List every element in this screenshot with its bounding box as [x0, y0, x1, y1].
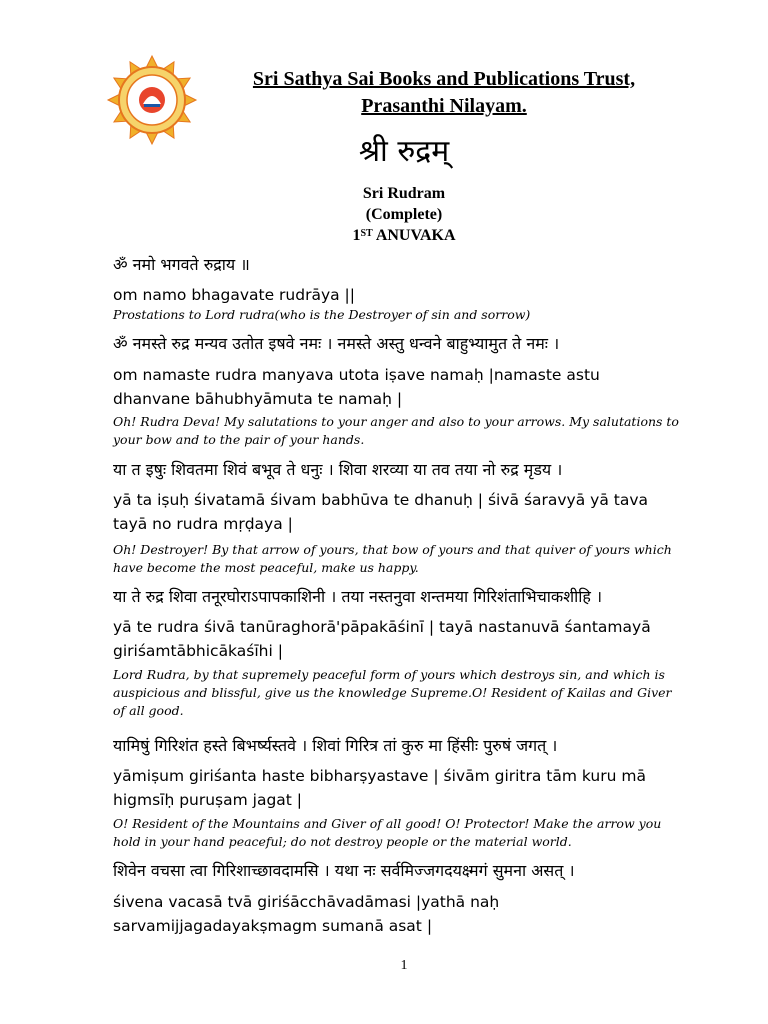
verse-6-transliteration: śivena vacasā tvā giriśācchāvadāmasi |yathā naḥ sarvamijjagadayakṣmagm sumanā asat | — [113, 893, 500, 935]
verse-2-transliteration: om namaste rudra manyava utota iṣave namaḥ |namaste astu dhanvane bāhubhyāmuta te namaḥ | — [113, 366, 600, 408]
verse-5-translation: O! Resident of the Mountains and Giver of all good! O! Protector! Make the arrow you hold in your hand peaceful; do not destroy people or the material world. — [113, 816, 662, 849]
page-title-devanagari: श्री रुद्रम् — [358, 134, 450, 169]
subtitle-name: Sri Rudram — [362, 185, 446, 202]
verse-1-transliteration: om namo bhagavate rudrāya || — [113, 286, 355, 304]
verse-1-devanagari: ॐ नमो भगवते रुद्राय ॥ — [113, 255, 250, 274]
section-heading: 1ST ANUVAKA — [352, 227, 456, 244]
verse-3-translation: Oh! Destroyer! By that arrow of yours, that bow of yours and that quiver of yours which have become the most peaceful, make us happy. — [113, 542, 672, 575]
verse-1-translation: Prostations to Lord rudra(who is the Destroyer of sin and sorrow) — [113, 307, 531, 322]
publisher-location: Prasanthi Nilayam. — [361, 95, 527, 117]
verse-6-devanagari: शिवेन वचसा त्वा गिरिशाच्छावदामसि । यथा नः सर्वमिज्जगदयक्ष्मगं सुमना असत् । — [113, 861, 575, 880]
subtitle-complete: (Complete) — [365, 206, 443, 223]
verse-5-transliteration: yāmiṣum giriśanta haste bibharṣyastave | śivām giritra tām kuru mā higmsīḥ puruṣam jagat | — [113, 767, 646, 809]
verse-5-devanagari: यामिषुं गिरिशंत हस्ते बिभर्ष्यस्तवे । शिवां गिरित्र तां कुरु मा हिंसीः पुरुषं जगत् । — [113, 736, 558, 755]
verse-3-devanagari: या त इषुः शिवतमा शिवं बभूव ते धनुः । शिवा शरव्या या तव तया नो रुद्र मृडय । — [113, 460, 563, 479]
verse-3-transliteration: yā ta iṣuḥ śivatamā śivam babhūva te dhanuḥ | śivā śaravyā yā tava tayā no rudra mṛḍaya | — [113, 491, 648, 533]
page-number: 1 — [400, 958, 408, 973]
verse-4-devanagari: या ते रुद्र शिवा तनूरघोराऽपापकाशिनी । तया नस्तनुवा शन्तमया गिरिशंताभिचाकशीहि । — [113, 587, 603, 606]
publisher-name: Sri Sathya Sai Books and Publications Trust, — [252, 68, 636, 90]
verse-2-translation: Oh! Rudra Deva! My salutations to your anger and also to your arrows. My salutations to your bow and to the pair of your hands. — [113, 414, 679, 447]
verse-4-transliteration: yā te rudra śivā tanūraghorā'pāpakāśinī | tayā nastanuvā śantamayā giriśamtābhicākaśīhi | — [113, 618, 651, 660]
verse-2-devanagari: ॐ नमस्ते रुद्र मन्यव उतोत इषवे नमः । नमस्ते अस्तु धन्वने बाहुभ्यामुत ते नमः । — [113, 334, 560, 353]
verse-4-translation: Lord Rudra, by that supremely peaceful form of yours which destroys sin, and which is auspicious and blissful, give us the knowledge Supreme.O! Resident of Kailas and Giver of all good. — [113, 667, 672, 718]
